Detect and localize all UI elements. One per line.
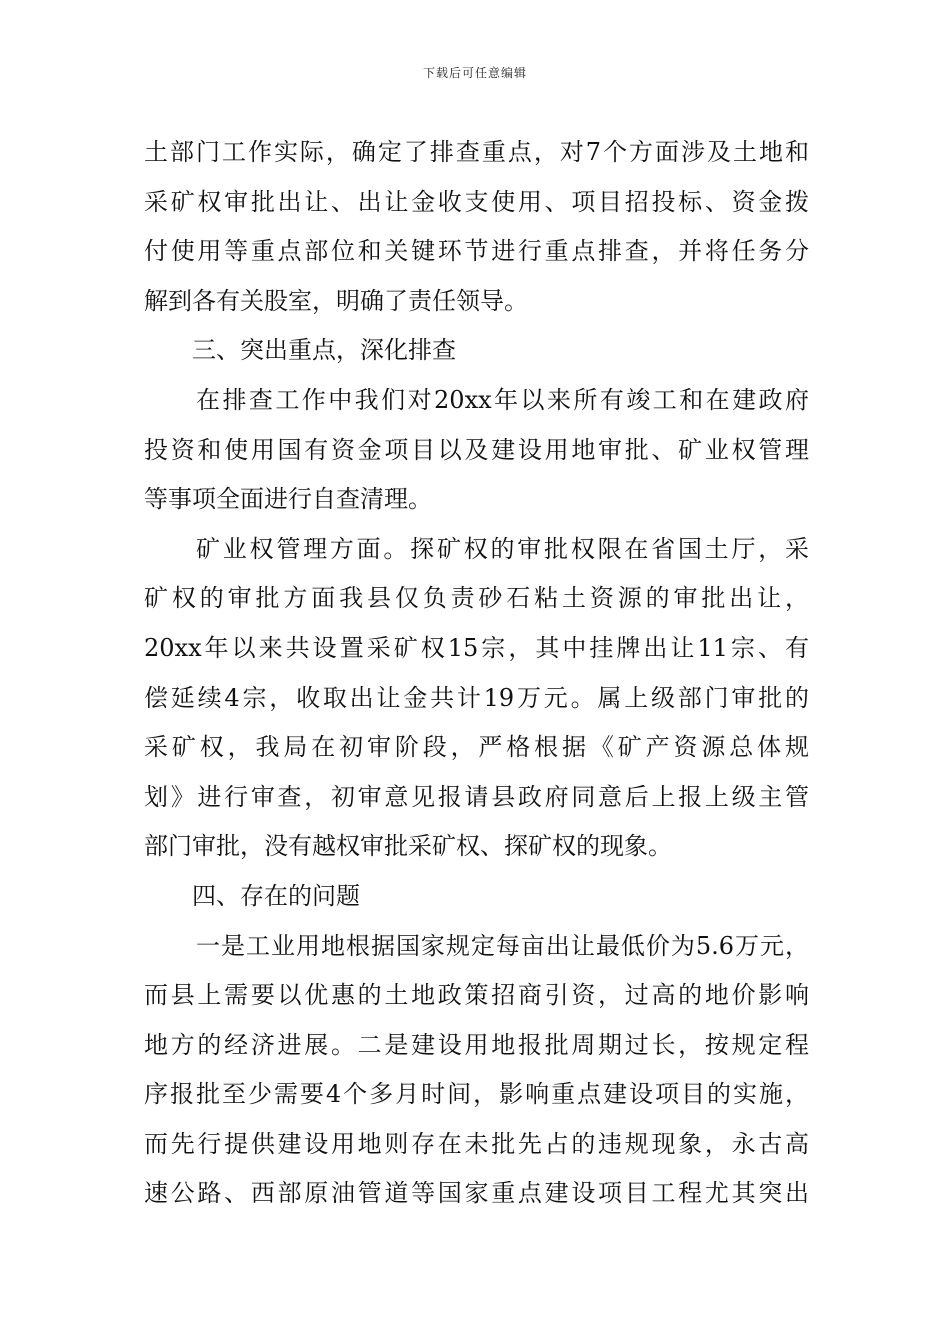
section-heading: 三、突出重点，深化排查 — [192, 336, 456, 365]
text-line: 划》进行审查，初审意见报请县政府同意后上报上级主管 — [144, 782, 809, 811]
page-header: 下载后可任意编辑 — [422, 66, 527, 80]
text-line: 序报批至少需要4个多月时间，影响重点建设项目的实施， — [144, 1080, 809, 1109]
text-line: 采矿权审批出让、出让金收支使用、项目招投标、资金拨 — [144, 187, 809, 216]
text-line: 采矿权，我局在初审阶段，严格根据《矿产资源总体规 — [144, 733, 809, 762]
text-line: 矿业权管理方面。探矿权的审批权限在省国土厅，采 — [196, 534, 809, 563]
document-body — [144, 128, 809, 1219]
text-line: 付使用等重点部位和关键环节进行重点排查，并将任务分 — [144, 237, 809, 266]
text-line: 部门审批，没有越权审批采矿权、探矿权的现象。 — [144, 832, 672, 861]
text-line: 土部门工作实际，确定了排查重点，对7个方面涉及土地和 — [144, 138, 809, 166]
text-line: 而县上需要以优惠的土地政策招商引资，过高的地价影响 — [144, 981, 809, 1010]
text-line: 偿延续4宗，收取出让金共计19万元。属上级部门审批的 — [144, 683, 809, 712]
text-line: 20xx年以来共设置采矿权15宗，其中挂牌出让11宗、有 — [144, 633, 809, 662]
text-line: 投资和使用国有资金项目以及建设用地审批、矿业权管理 — [144, 435, 809, 464]
section-heading: 四、存在的问题 — [192, 881, 360, 910]
text-line: 解到各有关股室，明确了责任领导。 — [144, 286, 528, 315]
text-line: 而先行提供建设用地则存在未批先占的违规现象，永古高 — [144, 1129, 809, 1158]
text-line: 一是工业用地根据国家规定每亩出让最低价为5.6万元， — [196, 931, 809, 960]
text-line: 在排查工作中我们对20xx年以来所有竣工和在建政府 — [196, 385, 809, 414]
text-line: 矿权的审批方面我县仅负责砂石粘土资源的审批出让， — [144, 584, 809, 613]
text-line: 等事项全面进行自查清理。 — [144, 485, 432, 514]
text-line: 速公路、西部原油管道等国家重点建设项目工程尤其突出 — [144, 1179, 809, 1208]
text-line: 地方的经济进展。二是建设用地报批周期过长，按规定程 — [144, 1030, 809, 1059]
